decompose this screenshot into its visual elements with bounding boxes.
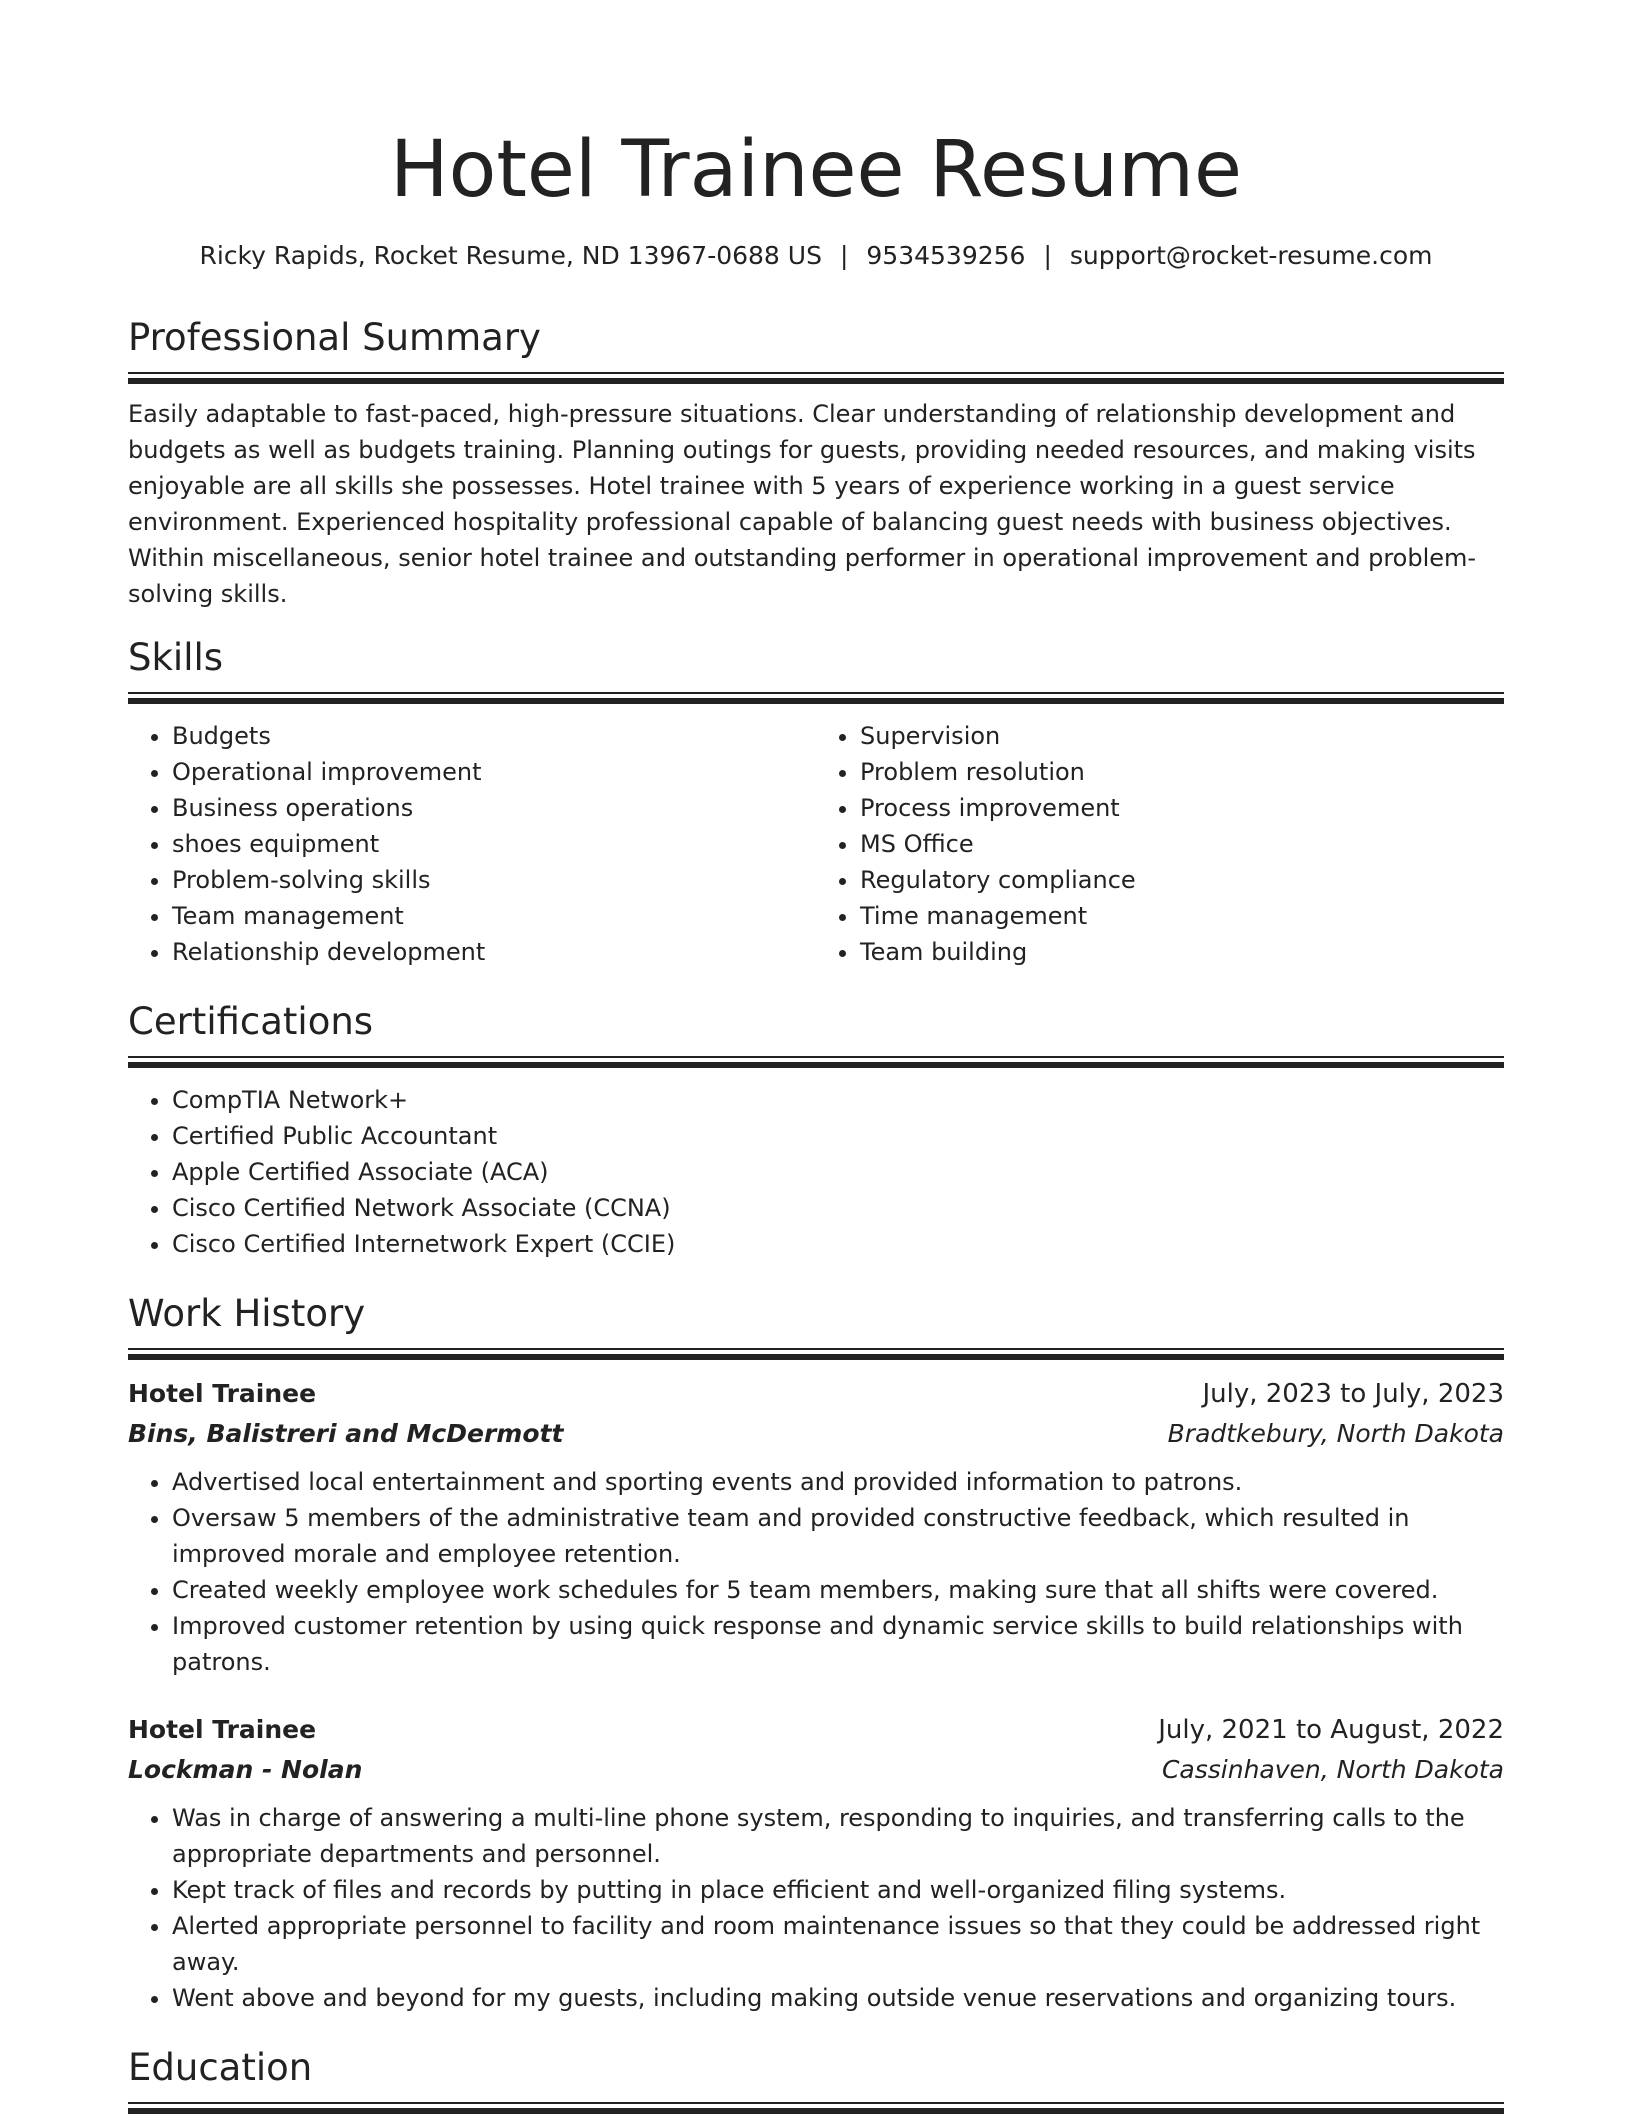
job-subheader: [128, 1414, 1504, 1454]
certifications-section: [128, 998, 1504, 1262]
job-subheader: [128, 1750, 1504, 1790]
contact-separator: |: [839, 241, 849, 270]
resume-page: [128, 0, 1504, 2114]
summary-section: [128, 314, 1504, 612]
section-heading: Professional Summary: [128, 316, 541, 359]
skill-item: • Problem resolution: [860, 754, 1504, 790]
skill-item: • Team building: [860, 934, 1504, 970]
job-header: [128, 1710, 1504, 1750]
section-divider: [128, 1062, 1504, 1068]
skills-left-list: [128, 718, 816, 970]
skill-item: • shoes equipment: [172, 826, 816, 862]
section-divider: [128, 2108, 1504, 2114]
skill-item: • Relationship development: [172, 934, 816, 970]
certification-item: • CompTIA Network+: [172, 1082, 1504, 1118]
contact-separator: |: [1043, 241, 1052, 270]
job-bullet: • Went above and beyond for my guests, including making outside venue reservations and organizing tours.: [172, 1980, 1504, 2016]
job-header: [128, 1374, 1504, 1414]
contact-email: support@rocket-resume.com: [1069, 241, 1433, 270]
certifications-list: [128, 1082, 1504, 1262]
resume-title: Hotel Trainee Resume: [389, 125, 1243, 215]
section-divider: [128, 1354, 1504, 1360]
section-heading: Certifications: [128, 1000, 374, 1043]
job-company: Bins, Balistreri and McDermott: [128, 1419, 564, 1448]
skill-item: • Regulatory compliance: [860, 862, 1504, 898]
job-entry: [128, 1374, 1504, 1680]
job-bullet: • Kept track of files and records by putting in place efficient and well-organized filing systems.: [172, 1872, 1504, 1908]
contact-line: [128, 240, 1504, 272]
section-heading: Work History: [128, 1292, 366, 1335]
skill-item: • Supervision: [860, 718, 1504, 754]
section-divider: [128, 372, 1504, 374]
certification-item: • Cisco Certified Internetwork Expert (CCIE): [172, 1226, 1504, 1262]
skill-item: • Business operations: [172, 790, 816, 826]
education-section: [128, 2044, 1504, 2114]
skills-section: [128, 634, 1504, 970]
certification-item: • Certified Public Accountant: [172, 1118, 1504, 1154]
certification-item: • Apple Certified Associate (ACA): [172, 1154, 1504, 1190]
section-divider: [128, 2102, 1504, 2104]
section-divider: [128, 378, 1504, 384]
job-location: Cassinhaven, North Dakota: [1161, 1755, 1504, 1784]
skills-columns: [128, 718, 1504, 970]
job-dates: July, 2021 to August, 2022: [1158, 1715, 1504, 1745]
job-location: Bradtkebury, North Dakota: [1167, 1419, 1504, 1448]
skill-item: • Team management: [172, 898, 816, 934]
section-heading: Skills: [128, 636, 224, 679]
contact-address: Ricky Rapids, Rocket Resume, ND 13967-0688 US: [199, 241, 822, 270]
job-bullet: • Created weekly employee work schedules for 5 team members, making sure that all shifts were covered.: [172, 1572, 1504, 1608]
job-bullet-list: [128, 1800, 1504, 2016]
contact-phone: 9534539256: [866, 241, 1026, 270]
skill-item: • Operational improvement: [172, 754, 816, 790]
job-title: Hotel Trainee: [128, 1379, 317, 1408]
job-entry: [128, 1710, 1504, 2016]
job-dates: July, 2023 to July, 2023: [1202, 1379, 1504, 1409]
job-company: Lockman - Nolan: [128, 1755, 363, 1784]
skill-item: • Time management: [860, 898, 1504, 934]
job-title: Hotel Trainee: [128, 1715, 317, 1744]
job-bullet: • Oversaw 5 members of the administrative team and provided constructive feedback, which resulted in improved morale and employee retention.: [172, 1500, 1504, 1572]
job-bullet: • Alerted appropriate personnel to facility and room maintenance issues so that they could be addressed right away.: [172, 1908, 1504, 1980]
summary-text: Easily adaptable to fast-paced, high-pressure situations. Clear understanding of relationship development and budgets as well as budgets training. Planning outings for guests, providing needed resources, and making visits enjoyable are all skills she possesses. Hotel trainee with 5 years of experience working in a guest service environment. Experienced hospitality professional capable of balancing guest needs with business objectives. Within miscellaneous, senior hotel trainee and outstanding performer in operational improvement and problem-solving skills.: [128, 400, 1477, 608]
skill-item: • MS Office: [860, 826, 1504, 862]
certification-item: • Cisco Certified Network Associate (CCNA): [172, 1190, 1504, 1226]
skills-right-list: [816, 718, 1504, 970]
job-bullet: • Was in charge of answering a multi-line phone system, responding to inquiries, and transferring calls to the appropriate departments and personnel.: [172, 1800, 1504, 1872]
skill-item: • Process improvement: [860, 790, 1504, 826]
section-divider: [128, 1056, 1504, 1058]
section-divider: [128, 692, 1504, 694]
section-heading: Education: [128, 2046, 313, 2089]
job-bullet: • Advertised local entertainment and sporting events and provided information to patrons.: [172, 1464, 1504, 1500]
section-divider: [128, 698, 1504, 704]
job-bullet: • Improved customer retention by using quick response and dynamic service skills to build relationships with patrons.: [172, 1608, 1504, 1680]
work-history-section: [128, 1290, 1504, 2016]
skill-item: • Budgets: [172, 718, 816, 754]
job-bullet-list: [128, 1464, 1504, 1680]
skill-item: • Problem-solving skills: [172, 862, 816, 898]
section-divider: [128, 1348, 1504, 1350]
